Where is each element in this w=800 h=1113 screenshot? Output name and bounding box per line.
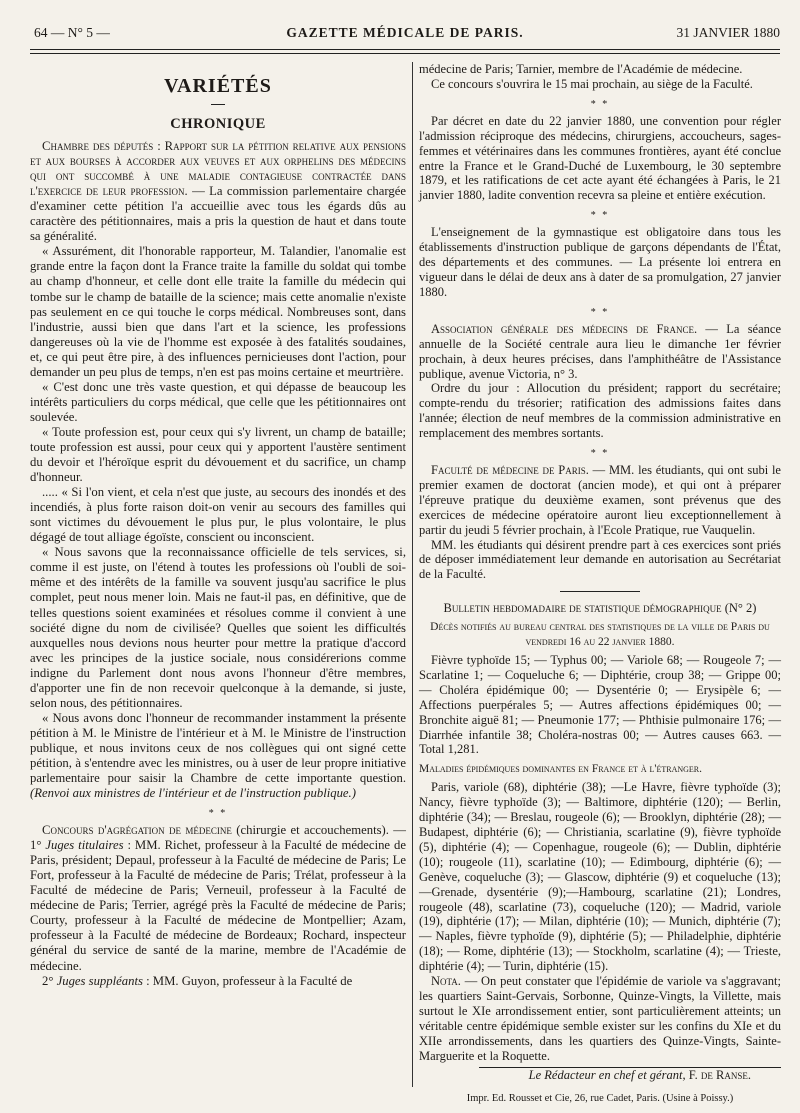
renvoi-note: (Renvoi aux ministres de l'intérieur et de l'instruction publique.)	[30, 786, 356, 801]
association-body: . — La séance annuelle de la Société centrale aura lieu le dimanche 1er février prochain, à deux heures précises, dans l'amphithéâtre de l'Assistance publique, avenue Victoria, n° 3.	[419, 321, 781, 381]
page-number: 64 — N° 5 —	[34, 25, 110, 40]
continuation-text: médecine de Paris; Tarnier, membre de l'Académie de médecine.	[419, 62, 743, 76]
juges-titulaires-label: Juges titulaires	[45, 838, 124, 853]
separator-stars: * *	[590, 98, 610, 110]
separator-stars: * *	[590, 210, 610, 222]
nota-paragraph	[419, 974, 781, 1063]
concours-heading: Concours d'agrégation de médecine	[42, 823, 232, 838]
separator-stars: * *	[590, 306, 610, 318]
paragraph-recommandation	[30, 711, 406, 801]
association-heading: Association générale des médecins de France	[431, 321, 694, 336]
juges-suppleants-paragraph	[30, 974, 406, 989]
paragraph-profession: « Toute profession est, pour ceux qui s'y livrent, un champ de bataille; toute profession est aussi, pour ceux qui y apportent l'austère sentiment du devoir et l'héroïque esprit du dévouement et du sacrifice, un champ d'honneur.	[30, 424, 406, 485]
juges-prefix: 2°	[42, 973, 57, 988]
page-header	[30, 22, 780, 44]
paragraph-talandier: « Assurément, dit l'honorable rapporteur, M. Talandier, l'anomalie est grande entre la façon dont la France traite la famille du soldat qui tombe au champ d'honneur, et celle dont elle traite la famille du médecin qui tombe sur le champ de bataille de la science; mais cette anomalie n'existe pas seulement en ce qui touche le corps médical. Nombreuses sont, dans l'industrie, aussi bien que dans l'art et la science, les professions dangereuses où la vie de l'homme est exposée à des fatalités soudaines, et, ce qui peut être pire, à des influences pernicieuses dont l'action, pour demander un peu plus de temps, n'en est pas moins certaine et meurtrière.	[30, 244, 406, 379]
decret-paragraph: Par décret en date du 22 janvier 1880, une convention pour régler l'admission réciproque des médecins, chirurgiens, accoucheurs, sages-femmes et vétérinaires dans les communes frontières, ayant été conclue entre la France et le Grand-Duché de Luxembourg, le 30 septembre 1879, et les ratifications de cet acte ayant été échangées à Paris, le 21 janvier 1880, ladite convention recevra sa pleine et entière exécution.	[419, 113, 781, 203]
left-column	[30, 70, 406, 1085]
faculte-body: . — MM. les étudiants, qui ont subi le premier examen de doctorat (ancien mode), et qui ont à préparer l'épreuve pratique du deuxième examen, sont prévenus que des exercices de médecine opératoire auront lieu exceptionnellement à partir du jeudi 5 février prochain, à l'Ecole Pratique, rue Vauquelin.	[419, 463, 781, 537]
gymnastique-paragraph: L'enseignement de la gymnastique est obligatoire dans tous les établissements d'instruction publique de garçons dépendants de l'État, des départements et des communes. — La présente loi entrera en vigueur dans le délai de deux ans à dater de sa promulgation, 27 janvier 1880.	[419, 225, 781, 299]
deces-list: Fièvre typhoïde 15; — Typhus 00; — Variole 68; — Rougeole 7; — Scarlatine 1; — Coqueluche 6; — Diphtérie, croup 38; — Grippe 00; — Choléra épidémique 00; — Dysentérie 0; — Erysipèle 6; — Affections puerpérales 5; — Autres affections épidémiques 00; — Bronchite aiguë 81; — Pneumonie 177; — Phthisie pulmonaire 176; — Diarrhée infantile 38; Choléra-nostras 00; — Autres causes 663. — Total 1,281.	[419, 653, 781, 757]
column-divider	[412, 62, 413, 1087]
chambre-heading: Chambre des députés : Rapport sur la pétition relative aux pensions et aux bourses à accorder aux veuves et aux orphelins des médecins qui ont succombé à une maladie contagieuse contractée dans l'exercice de leur profession.	[30, 139, 406, 199]
bulletin-rule	[560, 591, 640, 592]
paragraph-secours: ..... « Si l'on vient, et cela n'est que juste, au secours des inondés et des incendiés, à plus forte raison doit-on venir au secours des familles qui sont victimes du dévouement le plus pur, le plus volontaire, le plus dégagé de tout alliage égoïste, conscient ou inconscient.	[30, 485, 406, 545]
separator-stars: * *	[208, 808, 228, 820]
juges-body: : MM. Guyon, professeur à la Faculté de	[142, 973, 353, 988]
issue-date: 31 JANVIER 1880	[676, 25, 780, 40]
chambre-paragraph	[30, 139, 406, 244]
header-rule-top	[30, 49, 780, 50]
signature	[419, 1068, 781, 1083]
separator-stars: * *	[590, 448, 610, 460]
concours-body: : MM. Richet, professeur à la Faculté de médecine de Paris, président; Depaul, professeur à la Faculté de médecine de Paris; Le Fort, professeur à la Faculté de médecine de Paris; Trélat, professeur à la Faculté de médecine de Paris; Verneuil, professeur à la Faculté de médecine de Paris; Terrier, agrégé près la Faculté de médecine de Paris; Courty, professeur à la Faculté de médecine de Montpellier; Azam, professeur à la Faculté de médecine de Bordeaux; Rochard, inspecteur général du service de santé de la marine, membre de l'Académie de médecine.	[30, 838, 406, 973]
maladies-list: Paris, variole (68), diphtérie (38); —Le Havre, fièvre typhoïde (3); Nancy, fièvre typhoïde (3); — Baltimore, diphtérie (120); — Berlin, diphtérie (34); — Breslau, rougeole (6); — Brooklyn, diphtérie (28); — Budapest, diphtérie (6); — Christiania, scarlatine (9), fièvre typhoïde (5), diphtérie (4); — Copenhague, rougeole (6); — Dublin, diphtérie (10); rougeole (11), scarlatine (10); — Edimbourg, diphtérie (6); — Genève, coqueluche (3); — Glascow, diphtérie (9) et coqueluche (13);—Grenade, dysentérie (9);—Hambourg, scarlatine (21); Londres, rougeole (48), scarlatine (73), coqueluche (120); — Madrid, variole (19), diphtérie (17); — Milan, diphtérie (10); — Munich, diphtérie (7); — Naples, fièvre typhoïde (9), diphtérie (5); — Philadelphie, diphtérie (18); — Rome, diphtérie (13); — Stockholm, scarlatine (4); — Trieste, diphtérie (4); — Turin, diphtérie (15).	[419, 780, 781, 974]
chambre-body: — La commission parlementaire chargée d'examiner cette pétition l'a accueillie avec tous les égards dûs au caractère des pétitionnaires, mais a pris la question de haut et dans toute sa généralité.	[30, 184, 407, 244]
association-paragraph	[419, 322, 781, 382]
juges-suppleants-label: Juges suppléants	[56, 973, 143, 988]
section-rule	[211, 104, 225, 105]
faculte-paragraph	[419, 463, 781, 538]
recommandation-text: « Nous avons donc l'honneur de recommander instamment la présente pétition à M. le Ministre de l'intérieur et à M. le Ministre de l'instruction publique, et nous invitons ceux de nos collègues qui ont signé cette pétition, à s'entendre avec les ministres, ou à user de leur propre initiative parlementaire pour saisir la Chambre de cette importante question.	[30, 710, 406, 786]
paragraph-question: « C'est donc une très vaste question, et qui dépasse de beaucoup les intérêts particuliers du corps médical, que celle que les pétitionnaires ont soulevée.	[30, 379, 406, 424]
nota-body: — On peut constater que l'épidémie de variole va s'aggravant; les quartiers Saint-Gervais, Sorbonne, Quinze-Vingts, la Villette, mais surtout le XIe arrondissement entier, sont particulièrement atteints; un véritable centre épidémique semble exister sur les confins du XIe et du XIIe arrondissements, dans les quartiers des Quinze-Vingts, Sainte-Marguerite et la Roquette.	[419, 974, 781, 1063]
section-title: VARIÉTÉS	[164, 75, 272, 97]
concours-date: Ce concours s'ouvrira le 15 mai prochain, au siège de la Faculté.	[431, 76, 753, 91]
bulletin-title: Bulletin hebdomadaire de statistique démographique (N° 2)	[443, 601, 757, 616]
deces-title: Décès notifiés au bureau central des statistiques de la ville de Paris du vendredi 16 au 22 janvier 1880.	[430, 621, 770, 649]
signature-text: Le Rédacteur en chef et gérant,	[528, 1068, 689, 1083]
journal-title: GAZETTE MÉDICALE DE PARIS.	[286, 25, 524, 40]
ordre-du-jour: Ordre du jour : Allocution du président; rapport du secrétaire; compte-rendu du trésorier; ratification des admissions faites dans l'année; élection de neuf membres de la commission administrative en remplacement des membres sortants.	[419, 381, 781, 441]
chronique-title: CHRONIQUE	[170, 116, 266, 132]
printer-imprint: Impr. Ed. Rousset et Cie, 26, rue Cadet, Paris. (Usine à Poissy.)	[466, 1093, 734, 1104]
signature-name: F. de Ranse.	[688, 1068, 751, 1083]
nota-heading: Nota.	[431, 974, 461, 989]
paragraph-reconnaissance: « Nous savons que la reconnaissance officielle de tels services, si, comme il est juste, on l'étend à toutes les professions où l'oubli de soi-même et des intérêts de la famille va souvent jusqu'au sacrifice le plus complet, peut nous mener loin. Mais ne faut-il pas, en définitive, que de telles questions soient examinées et résolues comme il convient à une société digne du nom de civilisée? Quelles que soient les difficultés auxquelles nous devions nous heurter pour mettre la pratique d'accord avec les principes de la justice sociale, nous considérerions comme indigne du Parlement dont nous avons l'honneur d'être membres, d'apporter une fin de non recevoir quelconque à la demande, si juste, selon nous, des pétitionnaires.	[30, 545, 406, 710]
right-column	[419, 62, 781, 1083]
maladies-title: Maladies épidémiques dominantes en France et à l'étranger.	[419, 763, 703, 776]
etudiants-paragraph: MM. les étudiants qui désirent prendre part à ces exercices sont priés de déposer immédiatement leur demande en autorisation au Secrétariat de la Faculté.	[419, 537, 781, 582]
header-rule-bottom	[30, 53, 780, 54]
concours-intro: (chirurgie et accouchements). — 1°	[30, 823, 406, 853]
concours-paragraph	[30, 823, 406, 973]
faculte-heading: Faculté de médecine de Paris	[431, 463, 586, 478]
